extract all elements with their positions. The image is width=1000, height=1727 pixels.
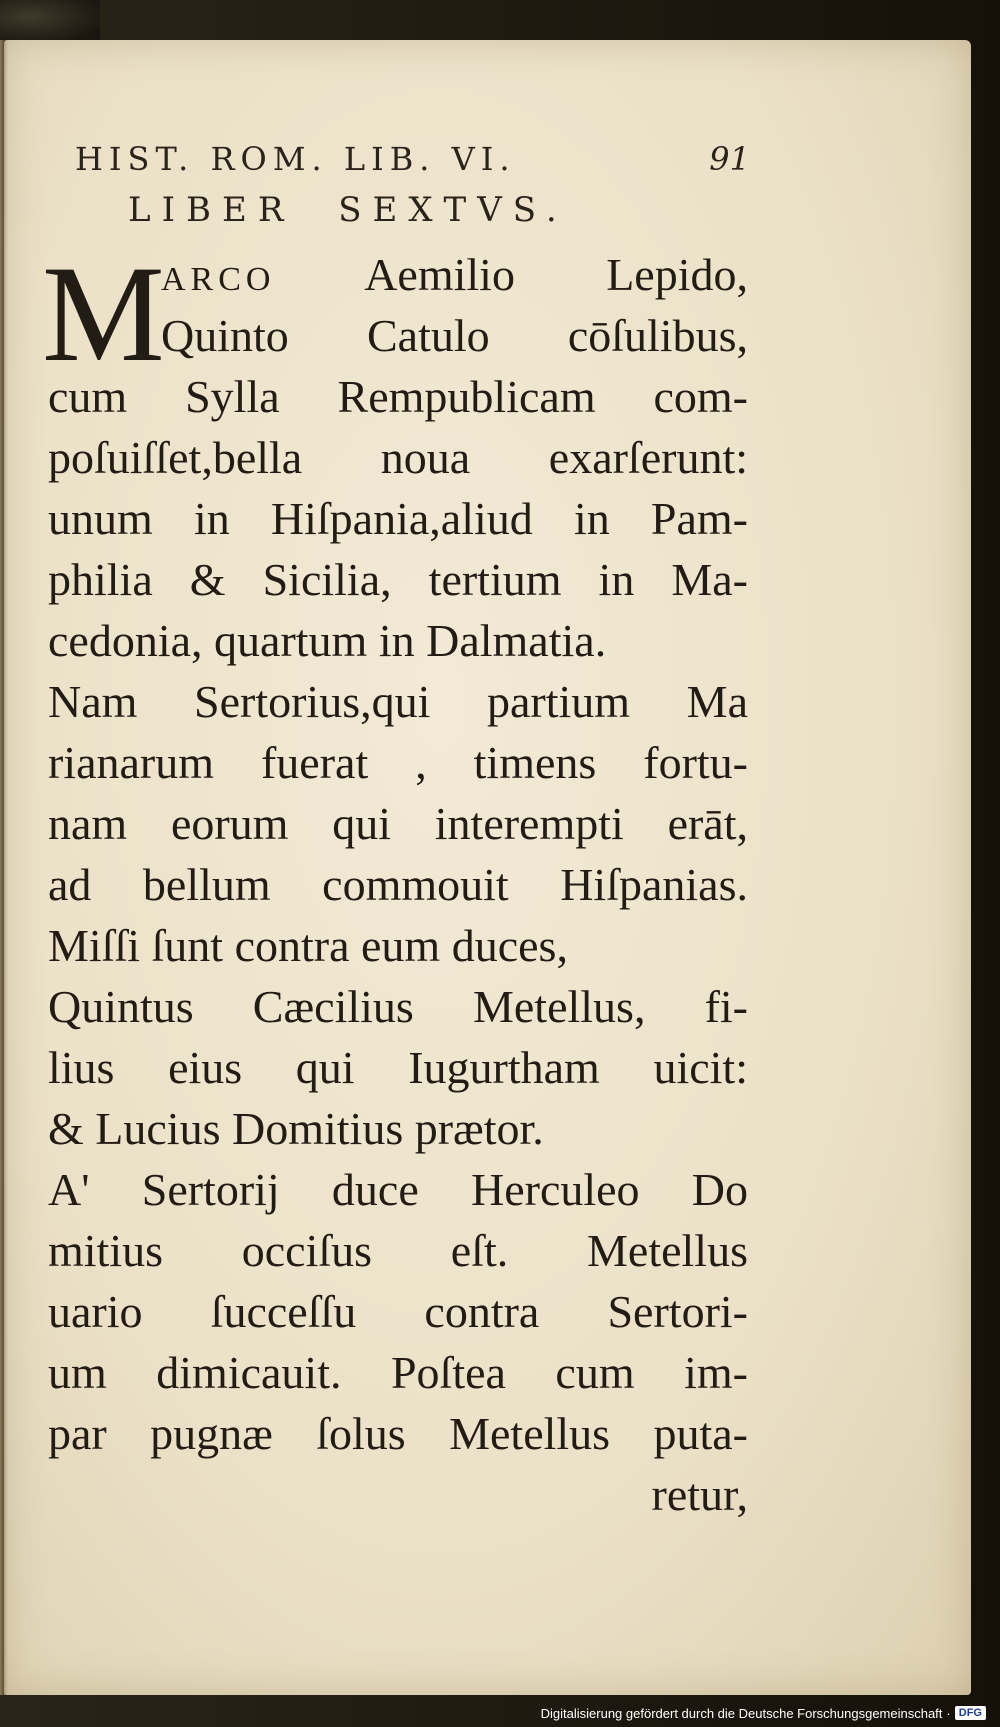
text-line: cum Sylla Rempublicam com-: [48, 371, 748, 422]
text-line: cedonia, quartum in Dalmatia.: [48, 615, 607, 666]
page-number: 91: [709, 140, 750, 178]
page-edge: [0, 40, 8, 1695]
text-line: & Lucius Domitius prætor.: [48, 1103, 544, 1154]
drop-cap-initial: M: [42, 237, 165, 390]
dfg-logo-icon: DFG: [955, 1706, 986, 1720]
body-text: [48, 244, 748, 1525]
text-line: par pugnæ ſolus Metellus puta-: [48, 1408, 748, 1459]
text-line: [48, 244, 748, 305]
text-line: ad bellum commouit Hiſpanias.: [48, 859, 748, 910]
text-line: Nam Sertorius,qui partium Ma: [48, 676, 748, 727]
text-line: Miſſi ſunt contra eum duces,: [48, 920, 568, 971]
text-line: uario ſucceſſu contra Sertori-: [48, 1286, 748, 1337]
catchword: retur,: [651, 1469, 748, 1520]
running-head: [75, 140, 750, 178]
text-line: um dimicauit. Poſtea cum im-: [48, 1347, 748, 1398]
line-1-rest: Aemilio Lepido,: [275, 249, 748, 300]
text-line: Quinto Catulo cōſulibus,: [161, 310, 748, 361]
text-line: A' Sertorij duce Herculeo Do: [48, 1164, 748, 1215]
text-line: Quintus Cæcilius Metellus, fi-: [48, 981, 748, 1032]
digitization-credit: Digitalisierung gefördert durch die Deutsche Forschungsgemeinschaft · DFG: [541, 1703, 986, 1723]
text-line: poſuiſſet,bella noua exarſerunt:: [48, 432, 748, 483]
credit-text: Digitalisierung gefördert durch die Deutsche Forschungsgemeinschaft: [540, 1705, 943, 1721]
text-line: lius eius qui Iugurtham uicit:: [48, 1042, 748, 1093]
book-corner-shadow: [0, 0, 100, 42]
text-line: rianarum fuerat , timens fortu-: [48, 737, 748, 788]
opening-small-caps: ARCO: [161, 261, 276, 298]
section-title: LIBER SEXTVS.: [128, 190, 568, 230]
running-head-title: HIST. ROM. LIB. VI.: [75, 140, 516, 178]
text-line: unum in Hiſpania,aliud in Pam-: [48, 493, 748, 544]
text-line: philia & Sicilia, tertium in Ma-: [48, 554, 748, 605]
text-line: mitius occiſus eſt. Metellus: [48, 1225, 748, 1276]
text-line: nam eorum qui interempti erāt,: [48, 798, 748, 849]
